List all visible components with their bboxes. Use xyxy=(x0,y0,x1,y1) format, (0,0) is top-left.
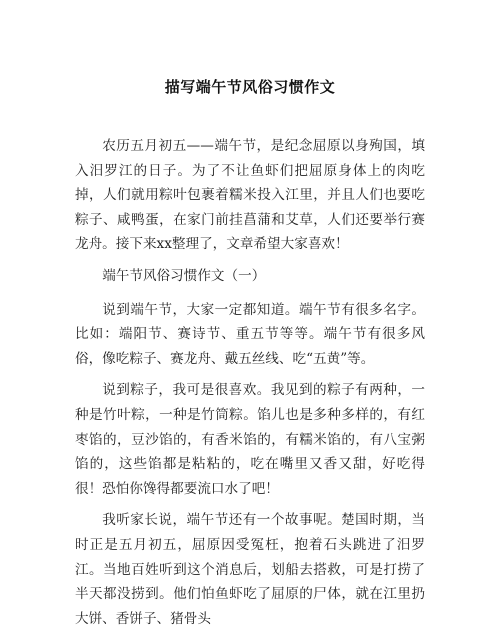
body-paragraph: 说到粽子，我可是很喜欢。我见到的粽子有两种，一种是竹叶粽，一种是竹筒粽。馅儿也是多种多样的，有红枣馅的，豆沙馅的，有香米馅的，有糯米馅的，有八宝粥馅的，这些馅都是粘粘的，吃在嘴里又香又甜，好吃得很！恐怕你馋得都要流口水了吧！ xyxy=(75,382,425,497)
body-paragraph: 我听家长说，端午节还有一个故事呢。楚国时期，当时正是五月初五，屈原因受冤枉，抱着石头跳进了汨罗江。当地百姓听到这个消息后，划船去搭救，可是打捞了半天都没捞到。他们怕鱼虾吃了屈原的尸体，就在江里扔大饼、香饼子、猪骨头 xyxy=(75,512,425,627)
document-body xyxy=(75,134,425,638)
intro-paragraph: 农历五月初五——端午节，是纪念屈原以身殉国，填入汨罗江的日子。为了不让鱼虾们把屈原身体上的肉吃掉，人们就用粽叶包裹着糯米投入江里，并且人们也要吃粽子、咸鸭蛋，在家门前挂菖蒲和艾草，人们还要举行赛龙舟。接下来xx整理了，文章希望大家喜欢！ xyxy=(75,138,425,253)
section-heading: 端午节风俗习惯作文（一） xyxy=(102,267,266,284)
document-title: 描写端午节风俗习惯作文 xyxy=(164,78,336,96)
body-paragraph: 说到端午节，大家一定都知道。端午节有很多名字。比如：端阳节、赛诗节、重五节等等。端午节有很多风俗，像吃粽子、赛龙舟、戴五丝线、吃“五黄”等。 xyxy=(75,301,425,367)
